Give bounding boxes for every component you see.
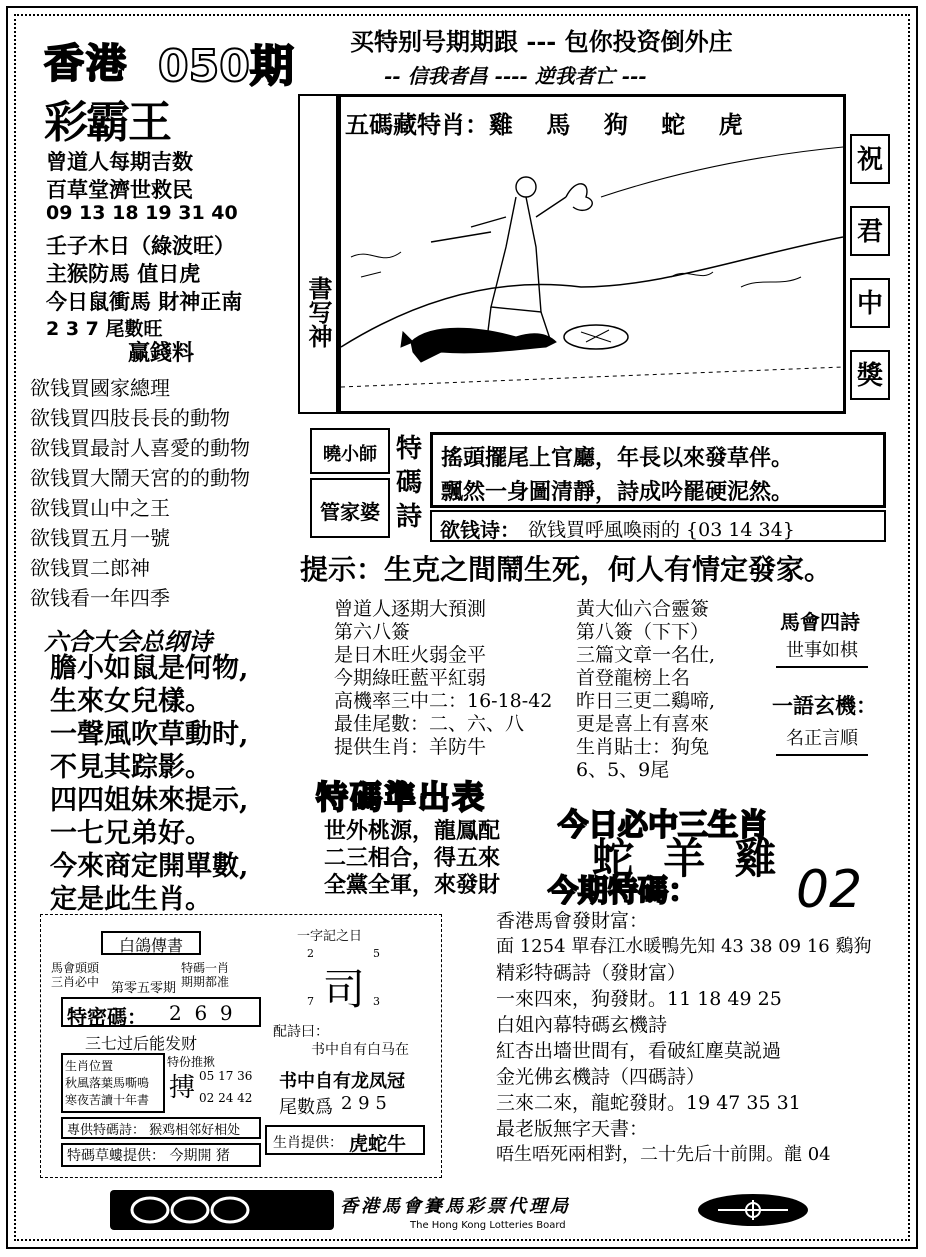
provide-value: 猴鸡相邻好相处	[149, 1123, 241, 1138]
right-vertical-label	[848, 94, 892, 414]
poem-label: 配詩曰：	[273, 1024, 329, 1040]
tips-line: 唔生唔死兩相對，二十先后十前開。龍 04	[496, 1144, 831, 1165]
tips-line: 金光佛玄機詩（四碼詩）	[496, 1066, 706, 1088]
liuhe-line: 一七兄弟好。	[50, 818, 212, 849]
special-line: 世外桃源，龍鳳配	[324, 818, 501, 844]
handwritten-number: 02	[796, 860, 863, 920]
pigeon-book-title: 白鴿傳書	[101, 931, 201, 955]
riddle-item: 欲钱買國家總理	[30, 376, 170, 400]
riddle-item: 欲钱買四肢長長的動物	[30, 406, 230, 430]
today-bottom: 今期特碼：	[548, 874, 698, 909]
slogan-main: 买特别号期期跟 --- 包你投资倒外庄	[350, 27, 733, 56]
tips-line: 紅杏出墻世間有，看破紅塵莫説過	[496, 1040, 782, 1062]
char-num: 7	[307, 995, 314, 1008]
huang-line: 三篇文章一名仕,	[576, 644, 716, 666]
provide-box	[61, 1117, 261, 1139]
today-animals: 蛇 羊 雞	[592, 834, 777, 883]
tail-value: 2 9 5	[341, 1093, 387, 1114]
zeng-line: 是日木旺火弱金平	[334, 644, 487, 666]
mystery-value: 名正言順	[776, 724, 868, 756]
tips-line: 面 1254 單春江水暖鴨先知 43 38 09 16 鷄狗	[496, 936, 872, 957]
hint-line: 提示：生克之間鬧生死，何人有情定發家。	[300, 553, 833, 586]
huang-line: 6、5、9尾	[576, 759, 670, 781]
dragon-line: 书中自有龙凤冠	[279, 1071, 405, 1092]
illustration-panel	[338, 94, 846, 414]
right-vertical-char: 獎	[850, 350, 890, 400]
liuhe-title: 六合大会总纲诗	[44, 627, 212, 656]
mystery-title: 一語玄機：	[772, 693, 877, 718]
tebox-riddle-text: 欲钱買呼風喚雨的 {03 14 34}	[528, 519, 795, 541]
tebox-line: 飄然一身圖清靜，詩成吟罷硬泥然。	[441, 479, 794, 505]
footer-en: The Hong Kong Lotteries Board	[410, 1220, 566, 1231]
liuhe-line: 不見其踪影。	[50, 752, 212, 783]
tips-line: 白姐內幕特碼玄機詩	[496, 1014, 668, 1036]
right-vertical-char: 中	[850, 278, 890, 328]
zeng-line: 高機率三中二：16-18-42	[334, 690, 553, 712]
special-push-nums: 02 24 42	[199, 1091, 253, 1105]
zeng-line: 提供生肖：羊防牛	[334, 736, 487, 758]
position-label: 生肖位置	[65, 1059, 114, 1073]
tail-label: 尾數爲	[279, 1097, 333, 1118]
special-push-char: 搏	[169, 1073, 196, 1103]
zeng-line: 最佳尾數：二、六、八	[334, 713, 525, 735]
zeng-line: 曾道人逐期大預測	[334, 598, 487, 620]
side-badge-top: 曉小師	[310, 428, 390, 474]
char-num: 5	[373, 947, 380, 960]
tips-line: 香港馬會發財富：	[496, 910, 649, 932]
footer-cn: 香港馬會賽馬彩票代理局	[340, 1196, 571, 1217]
scholar-and-fox-illustration	[341, 137, 843, 409]
grass-box	[61, 1143, 261, 1167]
tebox-riddle-label: 欲钱诗：	[440, 518, 520, 542]
tips-line: 精彩特碼詩（發財富）	[496, 962, 687, 984]
horse-club-tips	[496, 908, 888, 1168]
picture-caption: 五碼藏特肖：雞 馬 狗 蛇 虎	[345, 110, 743, 139]
char-num: 3	[373, 995, 380, 1008]
tips-line: 一來四來，狗發財。11 18 49 25	[496, 988, 782, 1010]
lottery-board-icon	[698, 1194, 808, 1226]
position-box	[61, 1053, 165, 1113]
liuhe-line: 膽小如鼠是何物,	[50, 653, 249, 684]
footer-left-logo	[110, 1190, 334, 1230]
huang-line: 更是喜上有喜來	[576, 713, 710, 735]
info-line: 壬子木日（綠波旺）	[46, 233, 235, 258]
small-note: 特碼一肖	[181, 961, 230, 975]
riddle-item: 欲钱看一年四季	[30, 586, 170, 610]
huang-line: 昨日三更二鷄啼,	[576, 690, 716, 712]
riddle-item: 欲钱買最討人喜愛的動物	[30, 436, 250, 460]
liuhe-line: 生來女兒樣。	[50, 686, 212, 717]
info-tail: 2 3 7 尾數旺	[46, 318, 163, 340]
pigeon-book-block	[40, 914, 442, 1178]
big-char: 司	[323, 965, 366, 1014]
liuhe-line: 定是此生肖。	[50, 884, 212, 915]
tebox-poem	[430, 432, 886, 508]
poem-value: 书中自有白马在	[311, 1042, 409, 1058]
riddle-item: 欲钱買二郎神	[30, 556, 150, 580]
liuhe-poem	[50, 652, 300, 916]
side-badge-bottom: 管家婆	[310, 478, 390, 538]
liuhe-line: 一聲風吹草動时,	[50, 719, 249, 750]
huang-line: 生肖貼士：狗兔	[576, 736, 710, 758]
horse-poem-title: 馬會四詩	[780, 610, 860, 634]
right-vertical-char: 君	[850, 206, 890, 256]
small-note: 馬會頭頭	[51, 961, 100, 975]
horse-poem-value: 世事如棋	[776, 636, 868, 668]
tips-line: 最老版無字天書：	[496, 1118, 649, 1140]
riddle-item: 欲钱買大鬧天宮的的動物	[30, 466, 250, 490]
info-line: 曾道人每期吉数	[46, 149, 193, 174]
today-top: 今日必中三生肖	[558, 808, 768, 843]
zeng-line: 第六八簽	[334, 621, 411, 643]
position-line: 秋風落葉馬嘶鳴	[65, 1076, 150, 1090]
issue-number: 050期	[158, 41, 294, 92]
special-push-nums: 05 17 36	[199, 1069, 253, 1083]
zodiac-value: 虎蛇牛	[349, 1133, 407, 1155]
tebox-riddle	[430, 510, 886, 542]
riddle-item: 欲钱買五月一號	[30, 526, 170, 550]
huang-oracle	[576, 598, 756, 782]
zodiac-box	[265, 1125, 425, 1155]
special-push-label: 特份推揪	[167, 1055, 216, 1069]
tebox-line: 搖頭擺尾上官廳，年長以來發草伴。	[441, 445, 794, 471]
secret-code-value: 2 6 9	[169, 1001, 233, 1025]
position-line: 寒夜苦讀十年書	[65, 1093, 150, 1107]
huang-line: 第八簽（下下）	[576, 621, 710, 643]
right-vertical-char: 祝	[850, 134, 890, 184]
huang-line: 黃大仙六合靈簽	[576, 598, 710, 620]
info-numbers: 09 13 18 19 31 40	[46, 202, 238, 224]
left-vertical-text: 書写神	[304, 276, 333, 348]
special-line: 二三相合，得五來	[324, 845, 501, 871]
brand-title: 彩霸王	[44, 97, 170, 148]
char-num: 2	[307, 947, 314, 960]
secret-phrase: 三七过后能发财	[85, 1034, 198, 1053]
zodiac-label: 生肖提供：	[273, 1135, 343, 1151]
info-line: 主猴防馬 值日虎	[46, 261, 201, 286]
left-vertical-label	[298, 94, 338, 414]
riddle-item: 欲钱買山中之王	[30, 496, 170, 520]
grass-value: 今期開 猪	[169, 1148, 230, 1164]
slogan-sub: -- 信我者昌 ---- 逆我者亡 ---	[384, 64, 647, 88]
info-line: 百草堂濟世救民	[46, 177, 193, 202]
secret-code-label: 特密碼：	[67, 1005, 147, 1029]
zeng-line: 今期綠旺藍平紅弱	[334, 667, 487, 689]
liuhe-line: 四四姐妹來提示,	[50, 785, 249, 816]
lottery-logo-icon	[110, 1190, 334, 1230]
grass-label: 特碼草螻提供：	[67, 1148, 165, 1164]
liuhe-line: 今來商定開單數,	[50, 851, 249, 882]
zeng-prediction	[334, 598, 564, 759]
brand-hk: 香港	[44, 41, 128, 87]
huang-line: 首登龍榜上名	[576, 667, 691, 689]
provide-label: 專供特碼詩：	[67, 1123, 146, 1138]
issue-label: 第零五零期	[111, 981, 177, 996]
secret-code-box	[61, 997, 261, 1027]
footer-right-logo	[698, 1194, 808, 1226]
small-note: 期期都准	[181, 975, 230, 989]
info-line: 今日鼠衝馬 財神正南	[46, 289, 243, 314]
char-title: 一字記之日	[297, 929, 363, 944]
win-label: 赢錢料	[128, 340, 195, 366]
special-table-lines	[324, 818, 500, 899]
tebox-label: 特碼詩	[396, 434, 423, 532]
special-table-title: 特碼準出表	[316, 778, 487, 816]
small-note: 三肖必中	[51, 975, 100, 989]
special-line: 全黨全軍，來發財	[324, 872, 501, 898]
tips-line: 三來二來，龍蛇發財。19 47 35 31	[496, 1092, 801, 1114]
